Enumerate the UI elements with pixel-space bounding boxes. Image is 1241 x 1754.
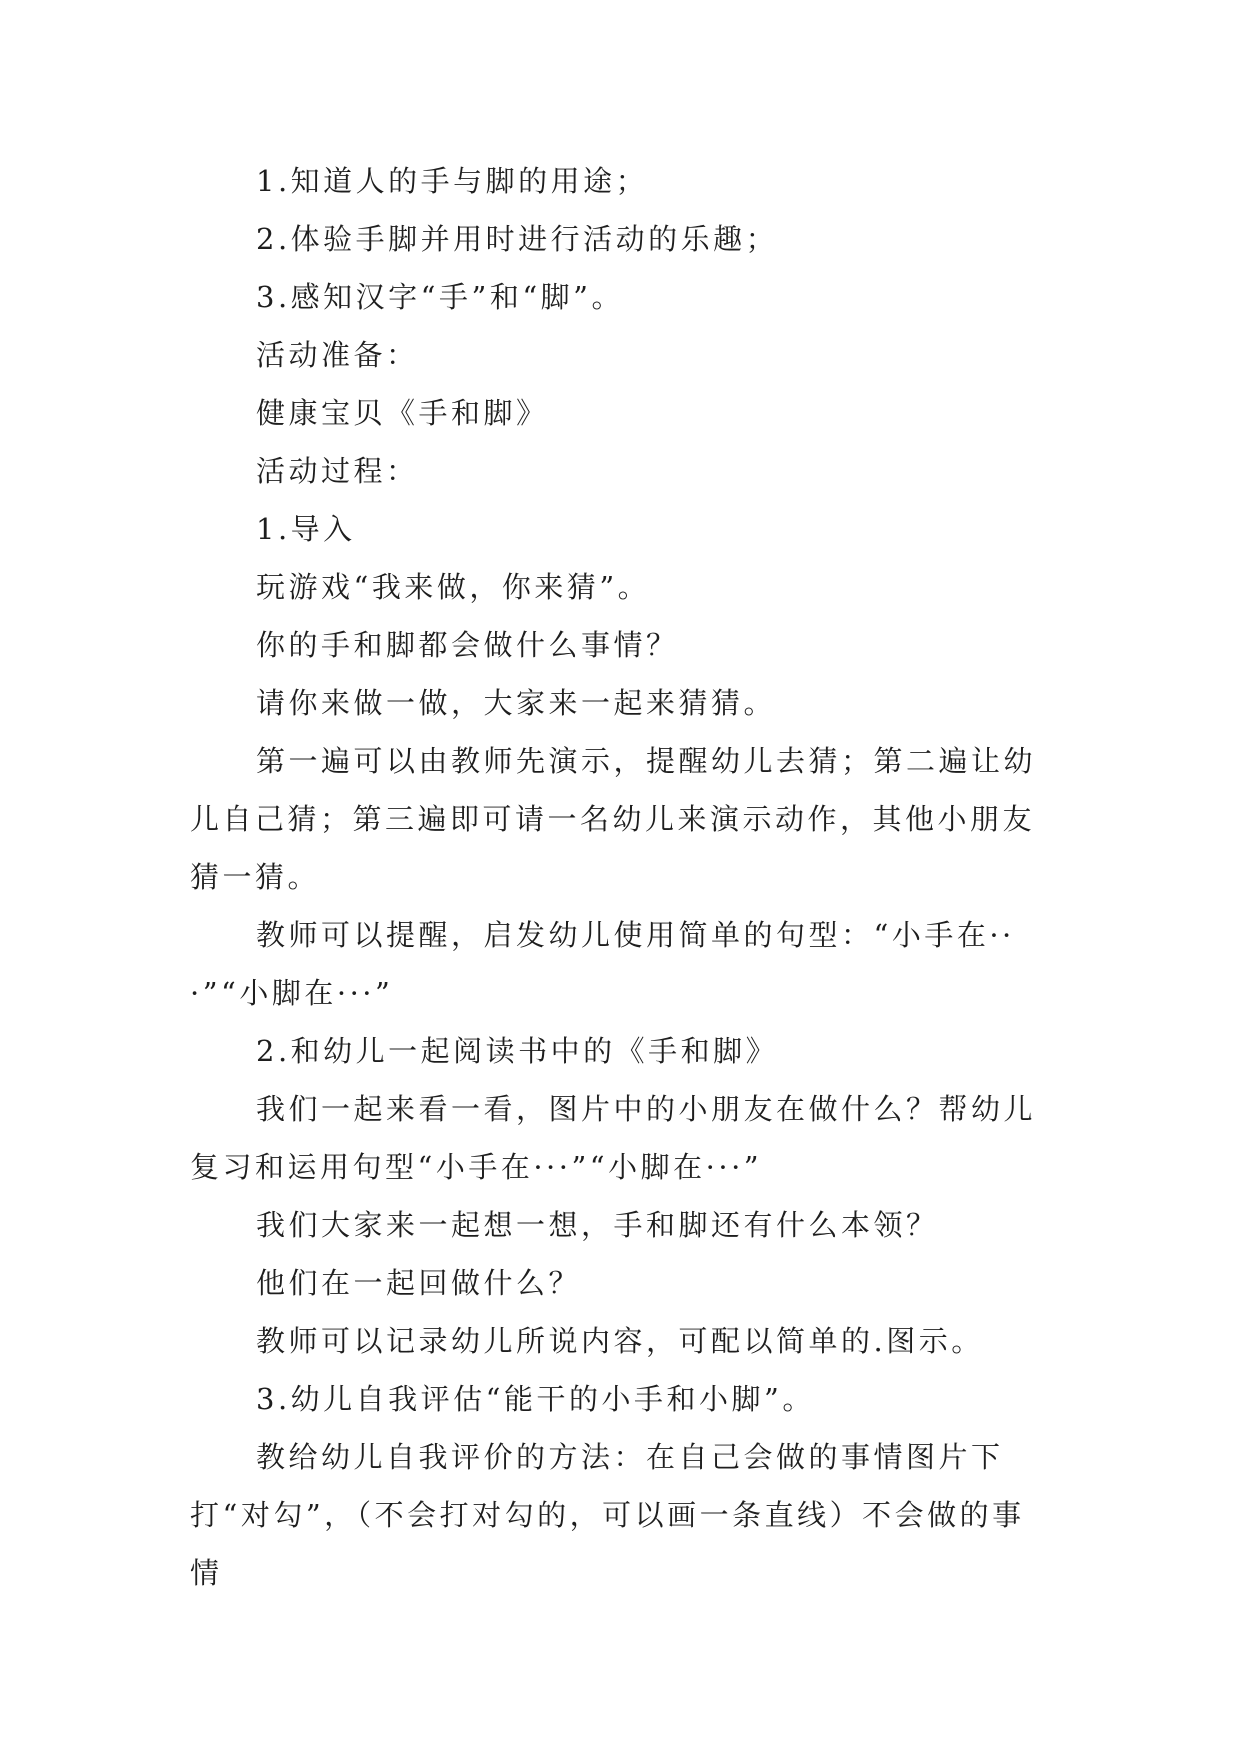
step-2-paragraph: 他们在一起回做什么？ [256,1266,582,1300]
step-3-heading: 3.幼儿自我评估“能干的小手和小脚”。 [256,1382,815,1416]
step-1-heading: 1.导入 [256,512,356,546]
objective-3: 3.感知汉字“手”和“脚”。 [256,280,624,314]
step-1-paragraph: 教师可以提醒，启发幼儿使用简单的句型：“小手在···”“小脚在···” [190,918,1015,1010]
step-3-paragraph: 教给幼儿自我评价的方法：在自己会做的事情图片下打“对勾”，（不会打对勾的，可以画一条直线）不会做的事情 [190,1440,1025,1590]
step-1-paragraph: 你的手和脚都会做什么事情？ [256,628,679,662]
step-1-paragraph: 第一遍可以由教师先演示，提醒幼儿去猜；第二遍让幼儿自己猜；第三遍即可请一名幼儿来演示动作，其他小朋友猜一猜。 [190,744,1037,894]
document-body [190,152,1050,1602]
objective-2: 2.体验手脚并用时进行活动的乐趣； [256,222,779,256]
step-2-heading: 2.和幼儿一起阅读书中的《手和脚》 [256,1034,779,1068]
preparation-item: 健康宝贝《手和脚》 [256,396,549,430]
objective-1: 1.知道人的手与脚的用途； [256,164,649,198]
step-2-paragraph: 我们大家来一起想一想，手和脚还有什么本领？ [256,1208,939,1242]
step-1-paragraph: 请你来做一做，大家来一起来猜猜。 [256,686,777,720]
step-1-paragraph: 玩游戏“我来做，你来猜”。 [256,570,651,604]
step-2-paragraph: 教师可以记录幼儿所说内容，可配以简单的.图示。 [256,1324,984,1358]
step-2-paragraph: 我们一起来看一看，图片中的小朋友在做什么？帮幼儿复习和运用句型“小手在···”“小脚在···” [190,1092,1037,1184]
section-heading-preparation: 活动准备： [256,338,419,372]
section-heading-process: 活动过程： [256,454,419,488]
